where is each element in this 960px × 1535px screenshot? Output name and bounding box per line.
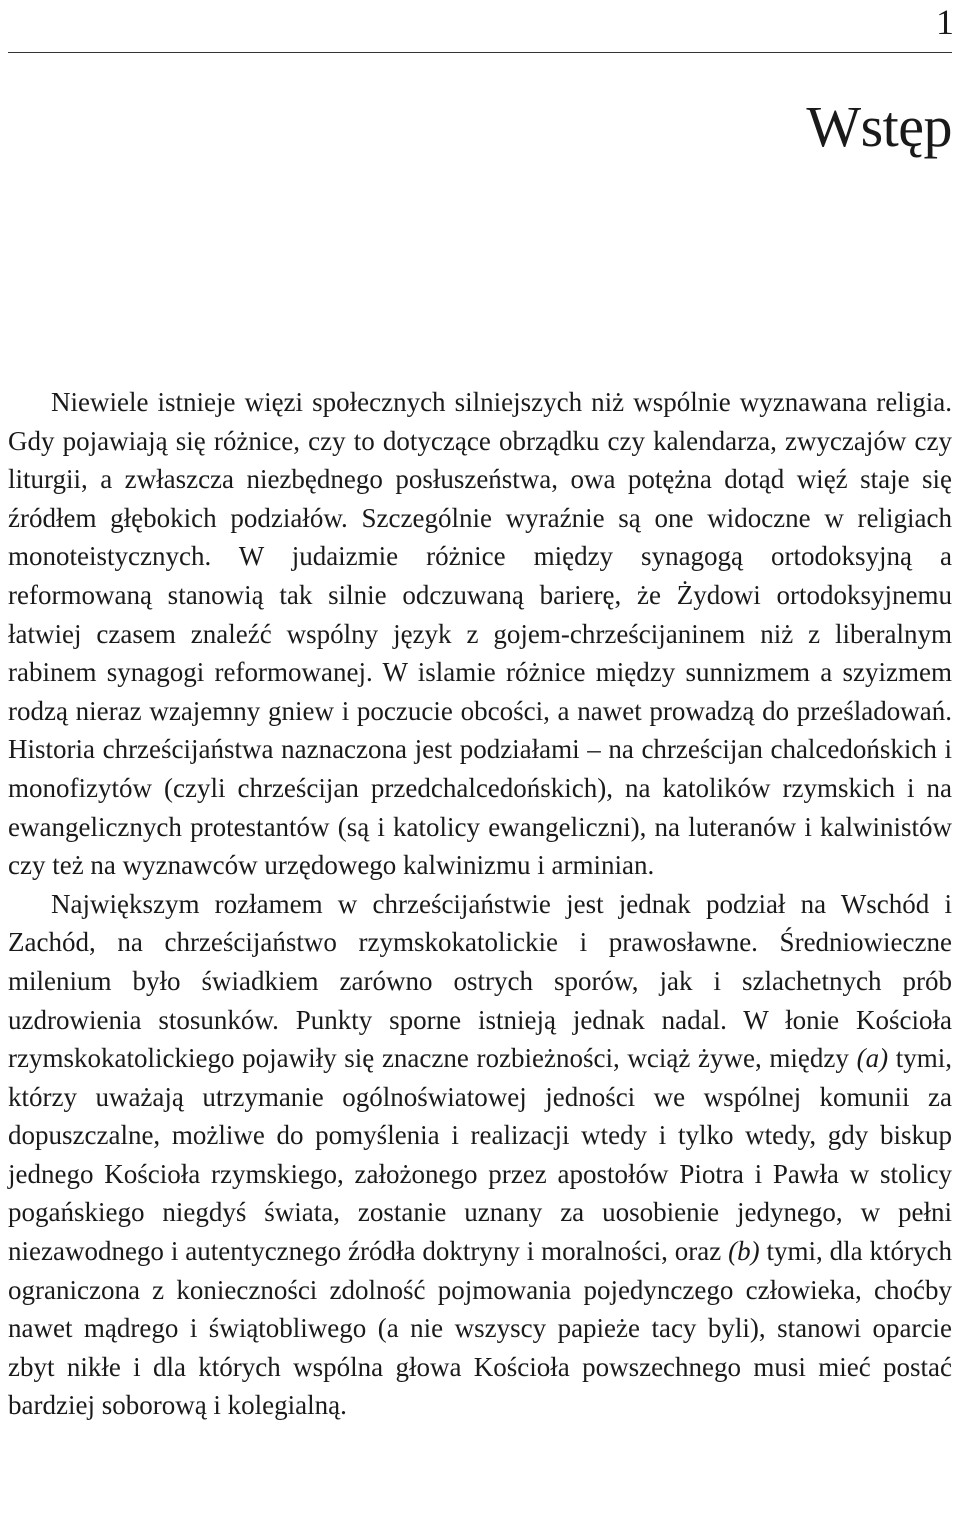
- chapter-title: Wstęp: [806, 94, 952, 159]
- paragraph-text: tymi, dla których ograniczona z konieczności zdolność pojmowania pojedynczego człowieka, choćby nawet mądrego i świątobliwego (a nie wszyscy papieże tacy byli), stanowi oparcie zbyt nikłe i dla których wspólna głowa Kościoła powszechnego musi mieć postać bardziej soborową i kolegialną.: [8, 1236, 952, 1421]
- paragraph-text: tymi, którzy uważają utrzymanie ogólnoświatowej jedności we wspólnej komunii za dopuszczalne, możliwe do pomyślenia i realizacji wtedy i tylko wtedy, gdy biskup jednego Kościoła rzymskiego, założonego przez apostołów Piotra i Pawła w stolicy pogańskiego niegdyś świata, zostanie uznany za uosobienie jedynego, w pełni niezawodnego i autentycznego źródła doktryny i moralności, oraz: [8, 1043, 952, 1267]
- page-number: 1: [936, 2, 954, 42]
- paragraph-text: Niewiele istnieje więzi społecznych silniejszych niż wspólnie wyznawana religia. Gdy pojawiają się różnice, czy to dotyczące obrządku czy kalendarza, zwyczajów czy liturgii, a zwłaszcza niezbędnego posłuszeństwa, owa potężna dotąd więź staje się źródłem głębokich podziałów. Szczególnie wyraźnie są one widoczne w religiach monoteistycznych. W judaizmie różnice między synagogą ortodoksyjną a reformowaną stanowią tak silnie odczuwaną barierę, że Żydowi ortodoksyjnemu łatwiej czasem znaleźć wspólny język z gojem-chrześcijaninem niż z liberalnym rabinem synagogi reformowanej. W islamie różnice między sunnizmem a szyizmem rodzą nieraz wzajemny gniew i poczucie obcości, a nawet prowadzą do prześladowań. Historia chrześcijaństwa naznaczona jest podziałami – na chrześcijan chalcedońskich i monofizytów (czyli chrześcijan przedchalcedońskich), na katolików rzymskich i na ewangelicznych protestantów (są i katolicy ewangeliczni), na luteranów i kalwinistów czy też na wyznawców urzędowego kalwinizmu i arminian.: [8, 387, 952, 881]
- enumeration-marker: (a): [856, 1043, 889, 1074]
- paragraph-text: Największym rozłamem w chrześcijaństwie jest jednak podział na Wschód i Zachód, na chrześcijaństwo rzymskokatolickie i prawosławne. Średniowieczne milenium było świadkiem zarówno ostrych sporów, jak i szlachetnych prób uzdrowienia stosunków. Punkty sporne istnieją jednak nadal. W łonie Kościoła rzymskokatolickiego pojawiły się znaczne rozbieżności, wciąż żywe, między: [8, 888, 952, 1074]
- body-text: [8, 383, 952, 1425]
- enumeration-marker: (b): [728, 1236, 760, 1267]
- header-rule: [8, 52, 952, 53]
- paragraph: [8, 885, 952, 1425]
- paragraph: [8, 383, 952, 885]
